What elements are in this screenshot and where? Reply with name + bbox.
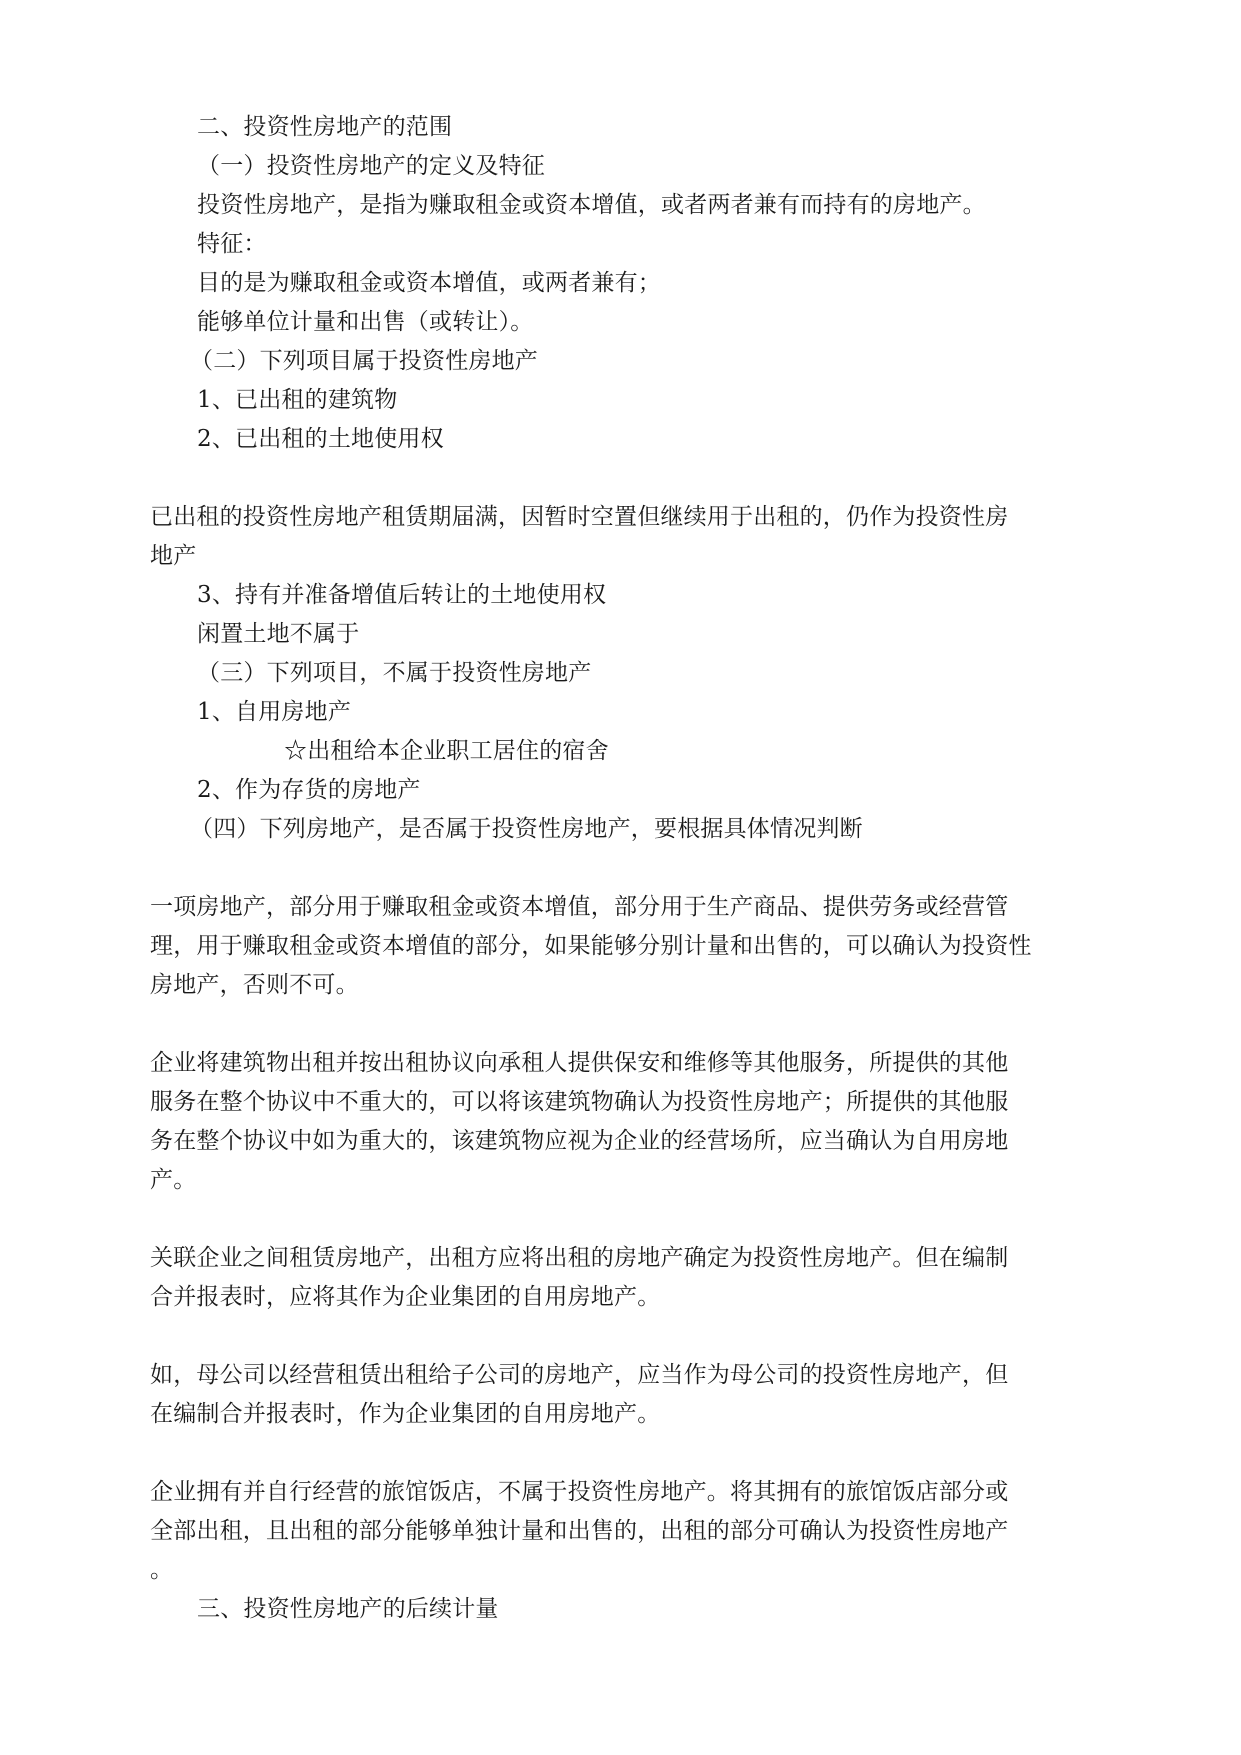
section-heading: 二、投资性房地产的范围 bbox=[197, 114, 453, 140]
paragraph-line: 服务在整个协议中不重大的，可以将该建筑物确认为投资性房地产；所提供的其他服 bbox=[150, 1089, 1009, 1115]
paragraph-line: 在编制合并报表时，作为企业集团的自用房地产。 bbox=[150, 1401, 661, 1427]
paragraph-line: 企业将建筑物出租并按出租协议向承租人提供保安和维修等其他服务，所提供的其他 bbox=[150, 1050, 1009, 1076]
subsection-heading: （四）下列房地产，是否属于投资性房地产，要根据具体情况判断 bbox=[190, 816, 863, 842]
list-item: 2、作为存货的房地产 bbox=[197, 777, 421, 803]
paragraph-line: 闲置土地不属于 bbox=[197, 621, 360, 647]
paragraph-line: 全部出租，且出租的部分能够单独计量和出售的，出租的部分可确认为投资性房地产 bbox=[150, 1518, 1009, 1544]
section-heading: 三、投资性房地产的后续计量 bbox=[197, 1596, 499, 1622]
paragraph-line: 能够单位计量和出售（或转让）。 bbox=[197, 309, 534, 335]
paragraph-line: 已出租的投资性房地产租赁期届满，因暂时空置但继续用于出租的，仍作为投资性房 bbox=[150, 504, 1009, 530]
paragraph-line: 务在整个协议中如为重大的，该建筑物应视为企业的经营场所，应当确认为自用房地 bbox=[150, 1128, 1009, 1154]
paragraph-line: 一项房地产，部分用于赚取租金或资本增值，部分用于生产商品、提供劳务或经营管 bbox=[150, 894, 1009, 920]
list-item: 2、已出租的土地使用权 bbox=[197, 426, 444, 452]
list-item: 1、自用房地产 bbox=[197, 699, 352, 725]
paragraph-line: 目的是为赚取租金或资本增值，或两者兼有； bbox=[197, 270, 661, 296]
paragraph-line: 房地产，否则不可。 bbox=[150, 972, 359, 998]
paragraph-line: 投资性房地产，是指为赚取租金或资本增值，或者两者兼有而持有的房地产。 bbox=[197, 192, 986, 218]
paragraph-line: 企业拥有并自行经营的旅馆饭店，不属于投资性房地产。将其拥有的旅馆饭店部分或 bbox=[150, 1479, 1009, 1505]
list-item: 1、已出租的建筑物 bbox=[197, 387, 398, 413]
paragraph-line: 合并报表时，应将其作为企业集团的自用房地产。 bbox=[150, 1284, 661, 1310]
list-item: 3、持有并准备增值后转让的土地使用权 bbox=[197, 582, 607, 608]
subsection-heading: （一）投资性房地产的定义及特征 bbox=[197, 153, 545, 179]
subsection-heading: （二）下列项目属于投资性房地产 bbox=[190, 348, 538, 374]
subsection-heading: （三）下列项目，不属于投资性房地产 bbox=[197, 660, 592, 686]
paragraph-line: 。 bbox=[150, 1557, 174, 1583]
paragraph-line: 地产 bbox=[150, 543, 197, 569]
paragraph-line: 产。 bbox=[150, 1167, 197, 1193]
paragraph-line: 如，母公司以经营租赁出租给子公司的房地产，应当作为母公司的投资性房地产，但 bbox=[150, 1362, 1009, 1388]
paragraph-line: 理，用于赚取租金或资本增值的部分，如果能够分别计量和出售的，可以确认为投资性 bbox=[150, 933, 1032, 959]
list-item: ☆出租给本企业职工居住的宿舍 bbox=[284, 738, 609, 764]
paragraph-line: 特征： bbox=[197, 231, 267, 257]
paragraph-line: 关联企业之间租赁房地产，出租方应将出租的房地产确定为投资性房地产。但在编制 bbox=[150, 1245, 1009, 1271]
